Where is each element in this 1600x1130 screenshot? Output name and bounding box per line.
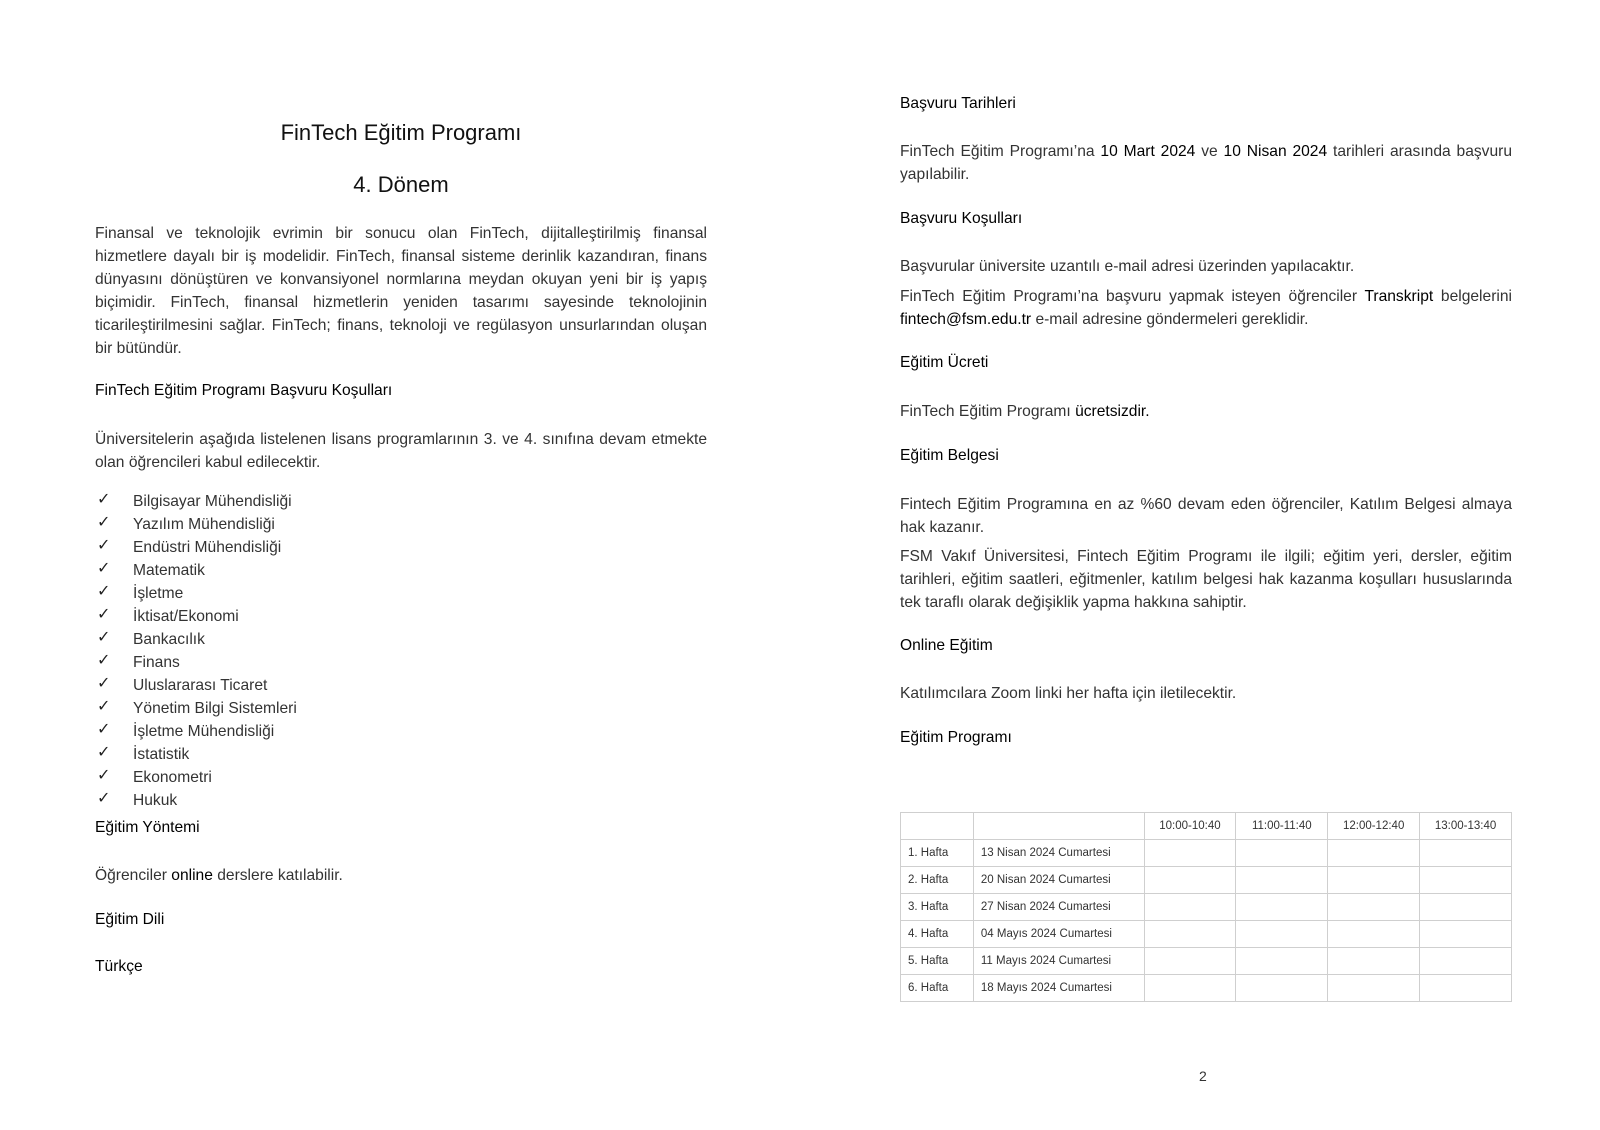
- apply-text-2-mid: belgelerini: [1433, 288, 1512, 305]
- dates-start: 10 Mart 2024: [1100, 143, 1196, 160]
- program-name: İşletme Mühendisliği: [133, 723, 275, 740]
- online-text: Katılımcılara Zoom linki her hafta için iletilecektir.: [900, 685, 1237, 702]
- schedule-date: 18 Mayıs 2024 Cumartesi: [973, 975, 1144, 1002]
- dates-mid: ve: [1195, 143, 1224, 160]
- schedule-cell: [1144, 867, 1236, 894]
- checkmark-icon: ✓: [97, 560, 111, 577]
- page-number: 2: [1199, 1068, 1207, 1084]
- program-name: Finans: [133, 654, 180, 671]
- checkmark-icon: ✓: [97, 675, 111, 692]
- schedule-cell: [1328, 894, 1420, 921]
- document-subtitle: 4. Dönem: [353, 172, 449, 197]
- schedule-row: [901, 867, 1512, 894]
- program-list-item: [95, 766, 297, 789]
- fee-pre: FinTech Eğitim Programı: [900, 403, 1076, 420]
- program-name: Matematik: [133, 562, 205, 579]
- cert-heading: Eğitim Belgesi: [900, 447, 999, 464]
- program-list-item: [95, 720, 297, 743]
- schedule-cell: [1328, 867, 1420, 894]
- schedule-time-slot: 11:00-11:40: [1236, 813, 1328, 840]
- apply-email: fintech@fsm.edu.tr: [900, 311, 1032, 328]
- schedule-date: 04 Mayıs 2024 Cumartesi: [973, 921, 1144, 948]
- program-name: Bilgisayar Mühendisliği: [133, 493, 292, 510]
- program-list-item: [95, 490, 297, 513]
- schedule-cell: [1236, 948, 1328, 975]
- schedule-cell: [1328, 975, 1420, 1002]
- program-name: Yönetim Bilgi Sistemleri: [133, 700, 297, 717]
- checkmark-icon: ✓: [97, 652, 111, 669]
- schedule-date: 20 Nisan 2024 Cumartesi: [973, 867, 1144, 894]
- checkmark-icon: ✓: [97, 698, 111, 715]
- program-name: Uluslararası Ticaret: [133, 677, 268, 694]
- dates-end: 10 Nisan 2024: [1223, 143, 1328, 160]
- dates-text: [900, 140, 1512, 186]
- apply-text-2: [900, 285, 1512, 331]
- schedule-cell: [1236, 921, 1328, 948]
- language-value: Türkçe: [95, 958, 143, 975]
- schedule-time-slot: 13:00-13:40: [1420, 813, 1512, 840]
- method-text-post: derslere katılabilir.: [212, 867, 343, 884]
- schedule-cell: [1420, 921, 1512, 948]
- program-name: İktisat/Ekonomi: [133, 608, 239, 625]
- checkmark-icon: ✓: [97, 721, 111, 738]
- schedule-date: 13 Nisan 2024 Cumartesi: [973, 840, 1144, 867]
- schedule-week: 5. Hafta: [901, 948, 974, 975]
- apply-text-2-post: e-mail adresine göndermeleri gereklidir.: [1031, 311, 1309, 328]
- checkmark-icon: ✓: [97, 606, 111, 623]
- schedule-cell: [1420, 948, 1512, 975]
- program-list-item: [95, 605, 297, 628]
- schedule-cell: [1236, 840, 1328, 867]
- program-name: Endüstri Mühendisliği: [133, 539, 282, 556]
- conditions-heading: FinTech Eğitim Programı Başvuru Koşulları: [95, 382, 393, 399]
- dates-heading: Başvuru Tarihleri: [900, 95, 1016, 112]
- schedule-row: [901, 921, 1512, 948]
- apply-heading: Başvuru Koşulları: [900, 210, 1023, 227]
- dates-post: tarihleri arasında başvuru yapılabilir.: [900, 143, 1513, 183]
- dates-pre: FinTech Eğitim Programı’na: [900, 143, 1101, 160]
- schedule-cell: [1236, 975, 1328, 1002]
- schedule-cell: [1144, 840, 1236, 867]
- program-list-item: [95, 559, 297, 582]
- intro-paragraph: Finansal ve teknolojik evrimin bir sonucu olan FinTech, dijitalleştirilmiş finansal hizmetlere dayalı bir iş modelidir. FinTech, finansal sisteme derinlik kazandıran, finans dünyasını dönüştüren ve konvansiyonel normlarına meydan okuyan yeni bir iş yapış biçimidir. FinTech, finansal hizmetlerin yeniden tasarımı sayesinde teknolojinin ticarileştirilmesini sağlar. FinTech; finans, teknoloji ve regülasyon unsurlarından oluşan bir bütündür.: [95, 225, 707, 357]
- schedule-date: 11 Mayıs 2024 Cumartesi: [973, 948, 1144, 975]
- fee-text: [900, 400, 1512, 423]
- apply-text-1: Başvurular üniversite uzantılı e-mail adresi üzerinden yapılacaktır.: [900, 258, 1355, 275]
- schedule-week: 3. Hafta: [901, 894, 974, 921]
- schedule-header-empty: [973, 813, 1144, 840]
- schedule-row: [901, 840, 1512, 867]
- method-text-pre: Öğrenciler: [95, 867, 172, 884]
- schedule-cell: [1236, 867, 1328, 894]
- conditions-text: Üniversitelerin aşağıda listelenen lisans programlarının 3. ve 4. sınıfına devam etmekte olan öğrencileri kabul edilecektir.: [95, 431, 707, 471]
- schedule-row: [901, 894, 1512, 921]
- cert-text-1: Fintech Eğitim Programına en az %60 devam eden öğrenciler, Katılım Belgesi almaya hak kazanır.: [900, 496, 1512, 536]
- schedule-week: 2. Hafta: [901, 867, 974, 894]
- checkmark-icon: ✓: [97, 514, 111, 531]
- schedule-week: 4. Hafta: [901, 921, 974, 948]
- apply-transcript: Transkript: [1364, 288, 1434, 305]
- program-list-item: [95, 628, 297, 651]
- online-heading: Online Eğitim: [900, 637, 993, 654]
- schedule-cell: [1420, 840, 1512, 867]
- method-text-bold: online: [171, 867, 213, 884]
- program-list-item: [95, 536, 297, 559]
- program-list: [95, 490, 297, 812]
- program-heading: Eğitim Programı: [900, 729, 1012, 746]
- program-list-item: [95, 582, 297, 605]
- schedule-time-slot: 12:00-12:40: [1328, 813, 1420, 840]
- schedule-cell: [1420, 867, 1512, 894]
- program-name: Ekonometri: [133, 769, 212, 786]
- schedule-cell: [1420, 975, 1512, 1002]
- schedule-time-slot: 10:00-10:40: [1144, 813, 1236, 840]
- schedule-header-row: [901, 813, 1512, 840]
- apply-text-2-pre: FinTech Eğitim Programı’na başvuru yapmak isteyen öğrenciler: [900, 288, 1365, 305]
- schedule-row: [901, 948, 1512, 975]
- schedule-table: [900, 812, 1512, 1002]
- schedule-row: [901, 975, 1512, 1002]
- checkmark-icon: ✓: [97, 629, 111, 646]
- checkmark-icon: ✓: [97, 744, 111, 761]
- schedule-cell: [1328, 948, 1420, 975]
- language-heading: Eğitim Dili: [95, 911, 165, 928]
- program-list-item: [95, 697, 297, 720]
- schedule-cell: [1420, 894, 1512, 921]
- checkmark-icon: ✓: [97, 491, 111, 508]
- schedule-cell: [1144, 975, 1236, 1002]
- checkmark-icon: ✓: [97, 767, 111, 784]
- checkmark-icon: ✓: [97, 583, 111, 600]
- schedule-cell: [1144, 948, 1236, 975]
- schedule-cell: [1144, 894, 1236, 921]
- program-list-item: [95, 674, 297, 697]
- program-name: Yazılım Mühendisliği: [133, 516, 275, 533]
- program-list-item: [95, 651, 297, 674]
- cert-text-2: FSM Vakıf Üniversitesi, Fintech Eğitim Programı ile ilgili; eğitim yeri, dersler, eğitim tarihleri, eğitim saatleri, eğitmenler, katılım belgesi hak kazanma koşulları hususlarında tek taraflı olarak değişiklik yapma hakkına sahiptir.: [900, 548, 1512, 611]
- program-list-item: [95, 513, 297, 536]
- schedule-cell: [1144, 921, 1236, 948]
- fee-heading: Eğitim Ücreti: [900, 354, 989, 371]
- program-name: Hukuk: [133, 792, 178, 809]
- program-name: Bankacılık: [133, 631, 205, 648]
- document-title: FinTech Eğitim Programı: [280, 120, 522, 145]
- fee-bold: ücretsizdir.: [1075, 403, 1150, 420]
- schedule-date: 27 Nisan 2024 Cumartesi: [973, 894, 1144, 921]
- schedule-week: 6. Hafta: [901, 975, 974, 1002]
- checkmark-icon: ✓: [97, 790, 111, 807]
- schedule-cell: [1328, 921, 1420, 948]
- program-name: İşletme: [133, 585, 184, 602]
- program-list-item: [95, 743, 297, 766]
- method-heading: Eğitim Yöntemi: [95, 819, 200, 836]
- schedule-cell: [1328, 840, 1420, 867]
- checkmark-icon: ✓: [97, 537, 111, 554]
- method-text: [95, 864, 707, 887]
- schedule-week: 1. Hafta: [901, 840, 974, 867]
- schedule-cell: [1236, 894, 1328, 921]
- program-name: İstatistik: [133, 746, 190, 763]
- schedule-header-empty: [901, 813, 974, 840]
- program-list-item: [95, 789, 297, 812]
